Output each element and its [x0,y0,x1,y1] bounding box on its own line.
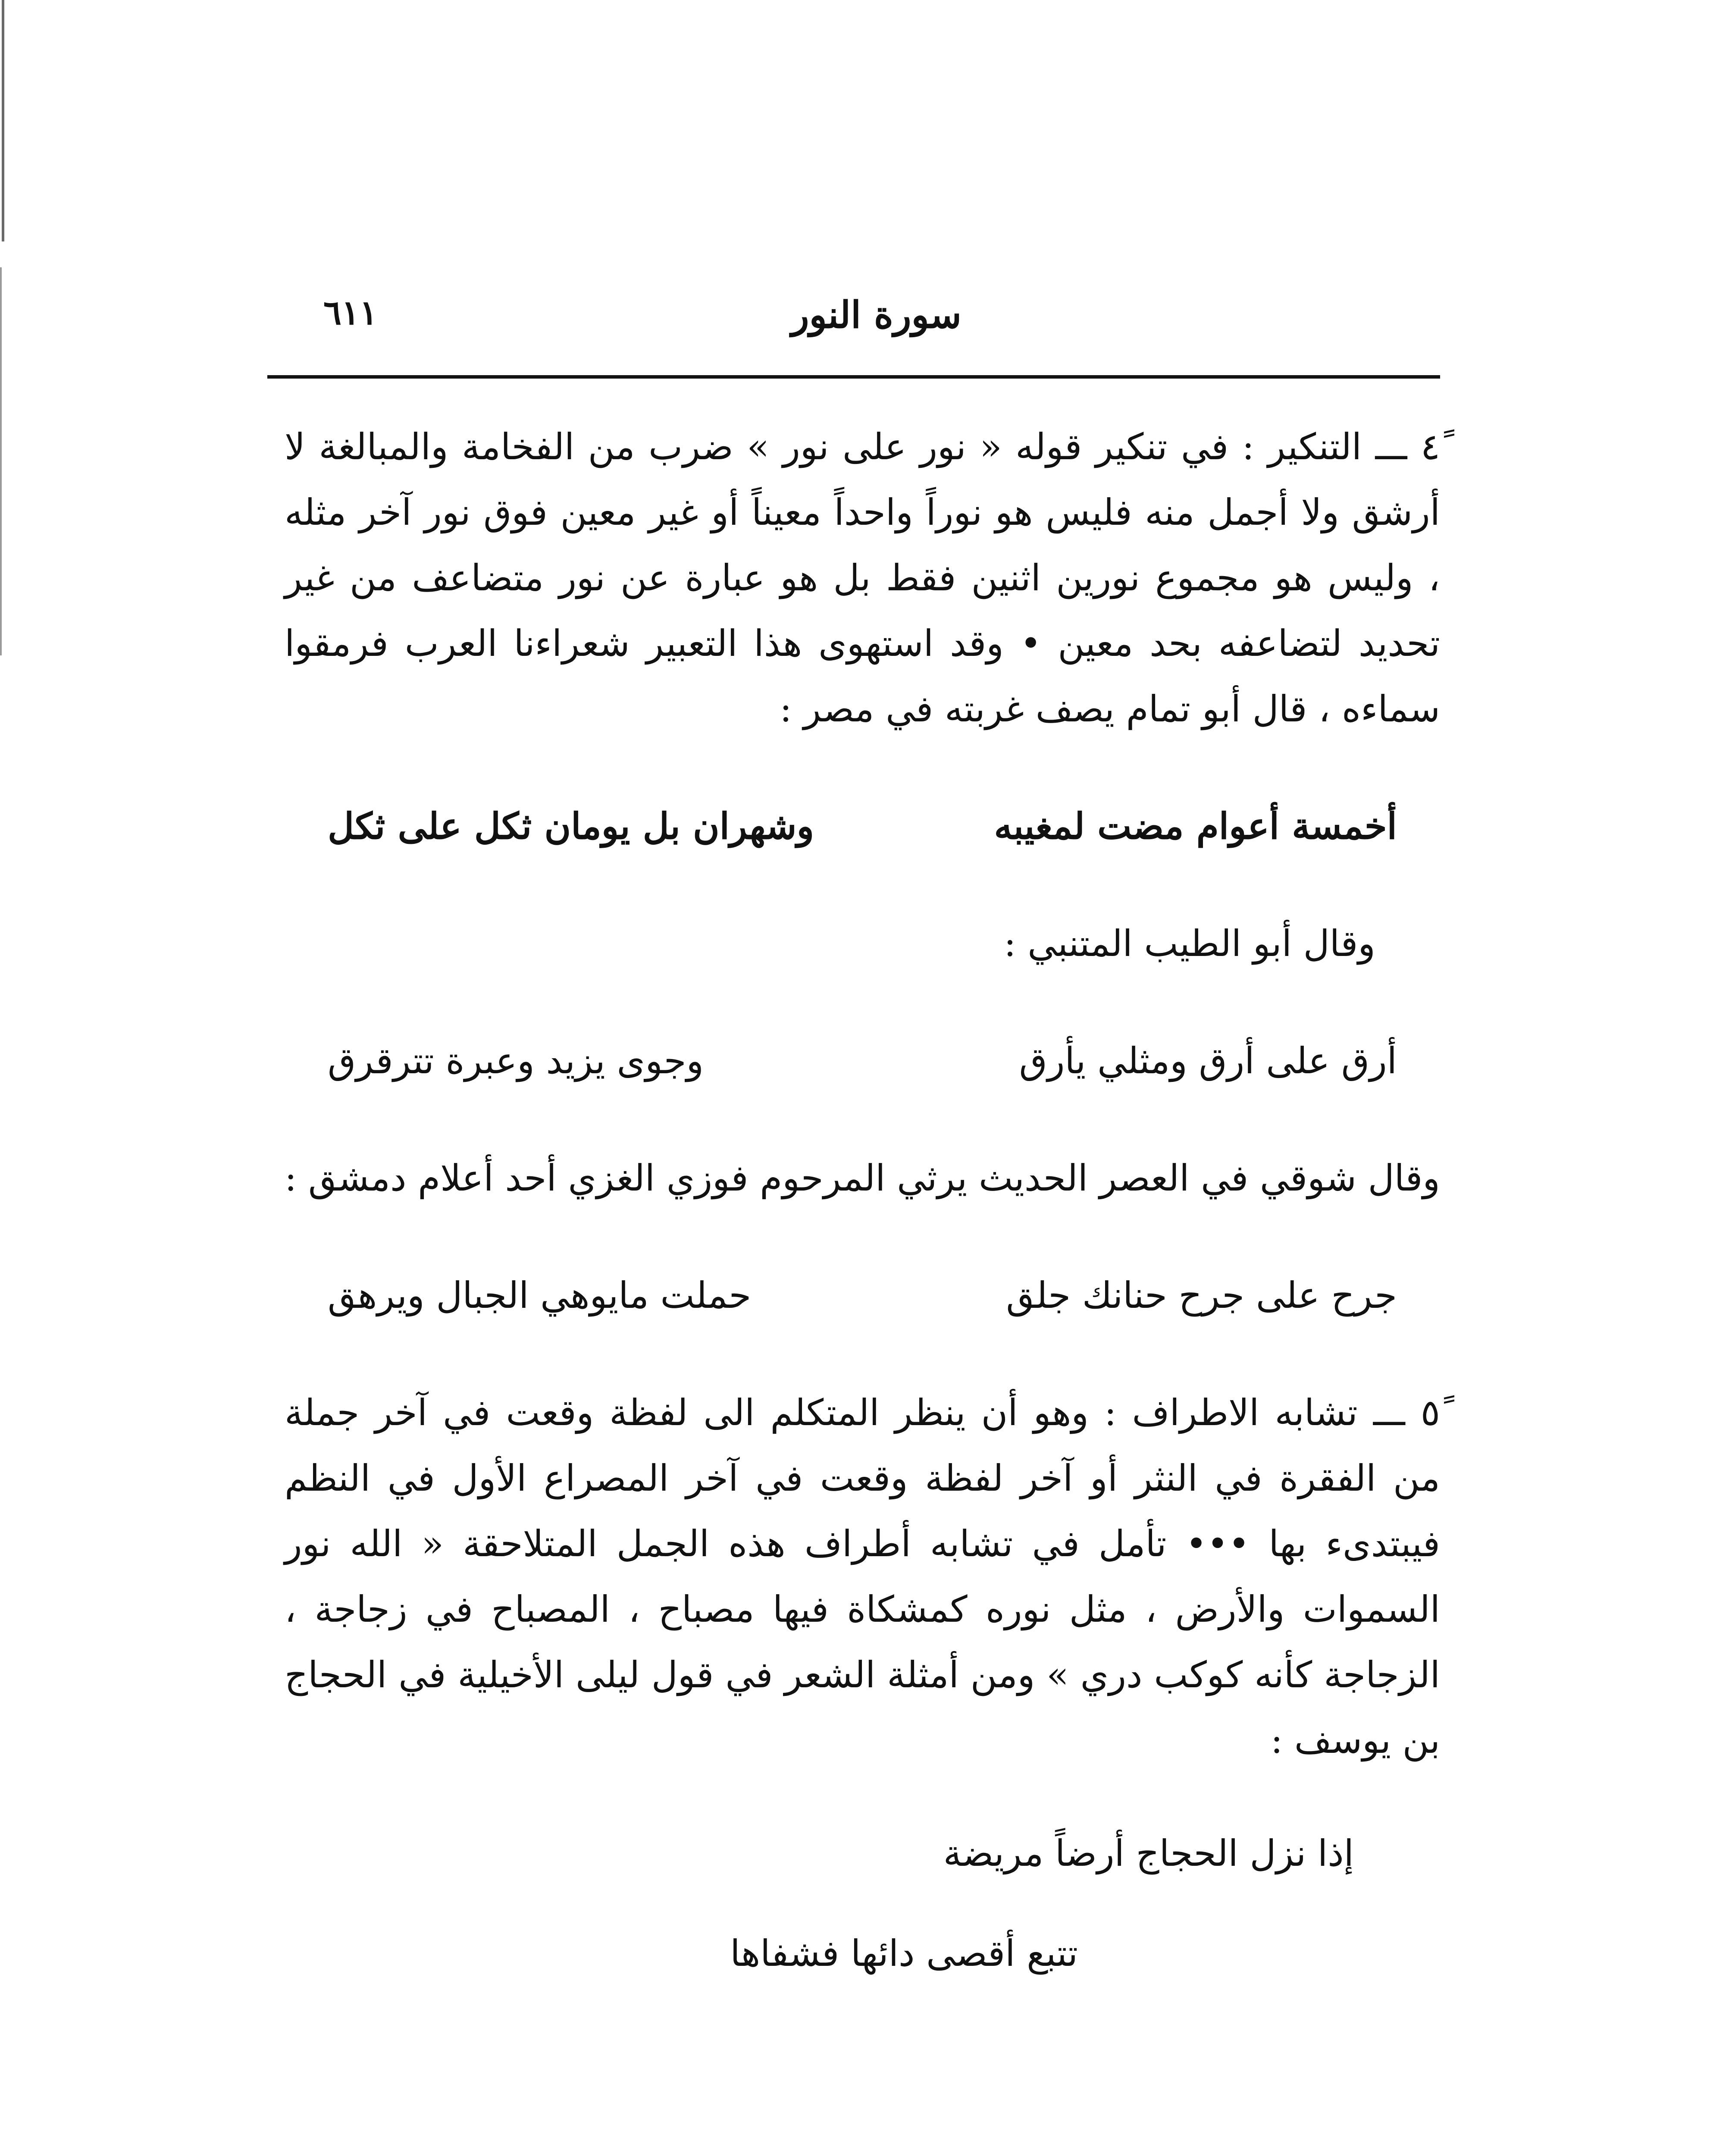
page-number: ٦١١ [323,293,378,332]
scan-edge-mark [2,0,4,241]
verse-first-hemistich: إذا نزل الحجاج أرضاً مريضة [943,1832,1354,1874]
paragraph-point-4: ٤ً ـــ التنكير : في تنكير قوله « نور على نور » ضرب من الفخامة والمبالغة لا أرشق ولا أجمل منه فليس هو نوراً واحداً معيناً أو غير معين فوق نور آخر مثله ، وليس هو مجموع نورين اثنين فقط بل هو عبارة عن نور متضاعف من غير تحديد لتضاعفه بحد معين • وقد استهوى هذا التعبير شعراءنا العرب فرمقوا سماءه ، قال أبو تمام يصف غربته في مصر : [285,426,1440,730]
paragraph-point-5: ٥ً ـــ تشابه الاطراف : وهو أن ينظر المتكلم الى لفظة وقعت في آخر جملة من الفقرة في النثر أو آخر لفظة وقعت في آخر المصراع الأول في النظم فيبتدىء بها ••• تأمل في تشابه أطراف هذه الجمل المتلاحقة « الله نور السموات والأرض ، مثل نوره كمشكاة فيها مصباح ، المصباح في زجاجة ، الزجاجة كأنه كوكب دري » ومن أمثلة الشعر في قول ليلى الأخيلية في الحجاج بن يوسف : [285,1391,1440,1761]
verse-shawqi [328,1263,1397,1328]
page-body [285,414,1440,1986]
verse-abu-tammam [328,793,1397,859]
verse-introduction: وقال أبو الطيب المتنبي : [1004,922,1375,965]
verse-second-hemistich: وشهران بل يومان ثكل على ثكل [328,805,814,847]
running-header [267,285,1440,358]
paragraph-shawqi-intro: وقال شوقي في العصر الحديث يرثي المرحوم فوزي الغزي أحد أعلام دمشق : [285,1157,1440,1199]
verse-first-hemistich: أرق على أرق ومثلي يأرق [1019,1040,1397,1082]
verse-second-hemistich: وجوى يزيد وعبرة تترقرق [328,1040,704,1082]
verse-layla-akhyaliyya [285,1821,1440,1986]
verse-first-hemistich: جرح على جرح حنانك جلق [1006,1274,1397,1316]
header-divider [267,375,1440,379]
scan-edge-mark-lower [0,267,2,655]
verse-first-hemistich: أخمسة أعوام مضت لمغيبه [994,805,1397,847]
verse-mutanabbi [328,1028,1397,1094]
verse-second-hemistich: حملت مايوهي الجبال ويرهق [328,1274,752,1316]
verse-second-hemistich: تتبع أقصى دائها فشفاها [730,1932,1078,1974]
page-title: سورة النور [791,293,962,337]
